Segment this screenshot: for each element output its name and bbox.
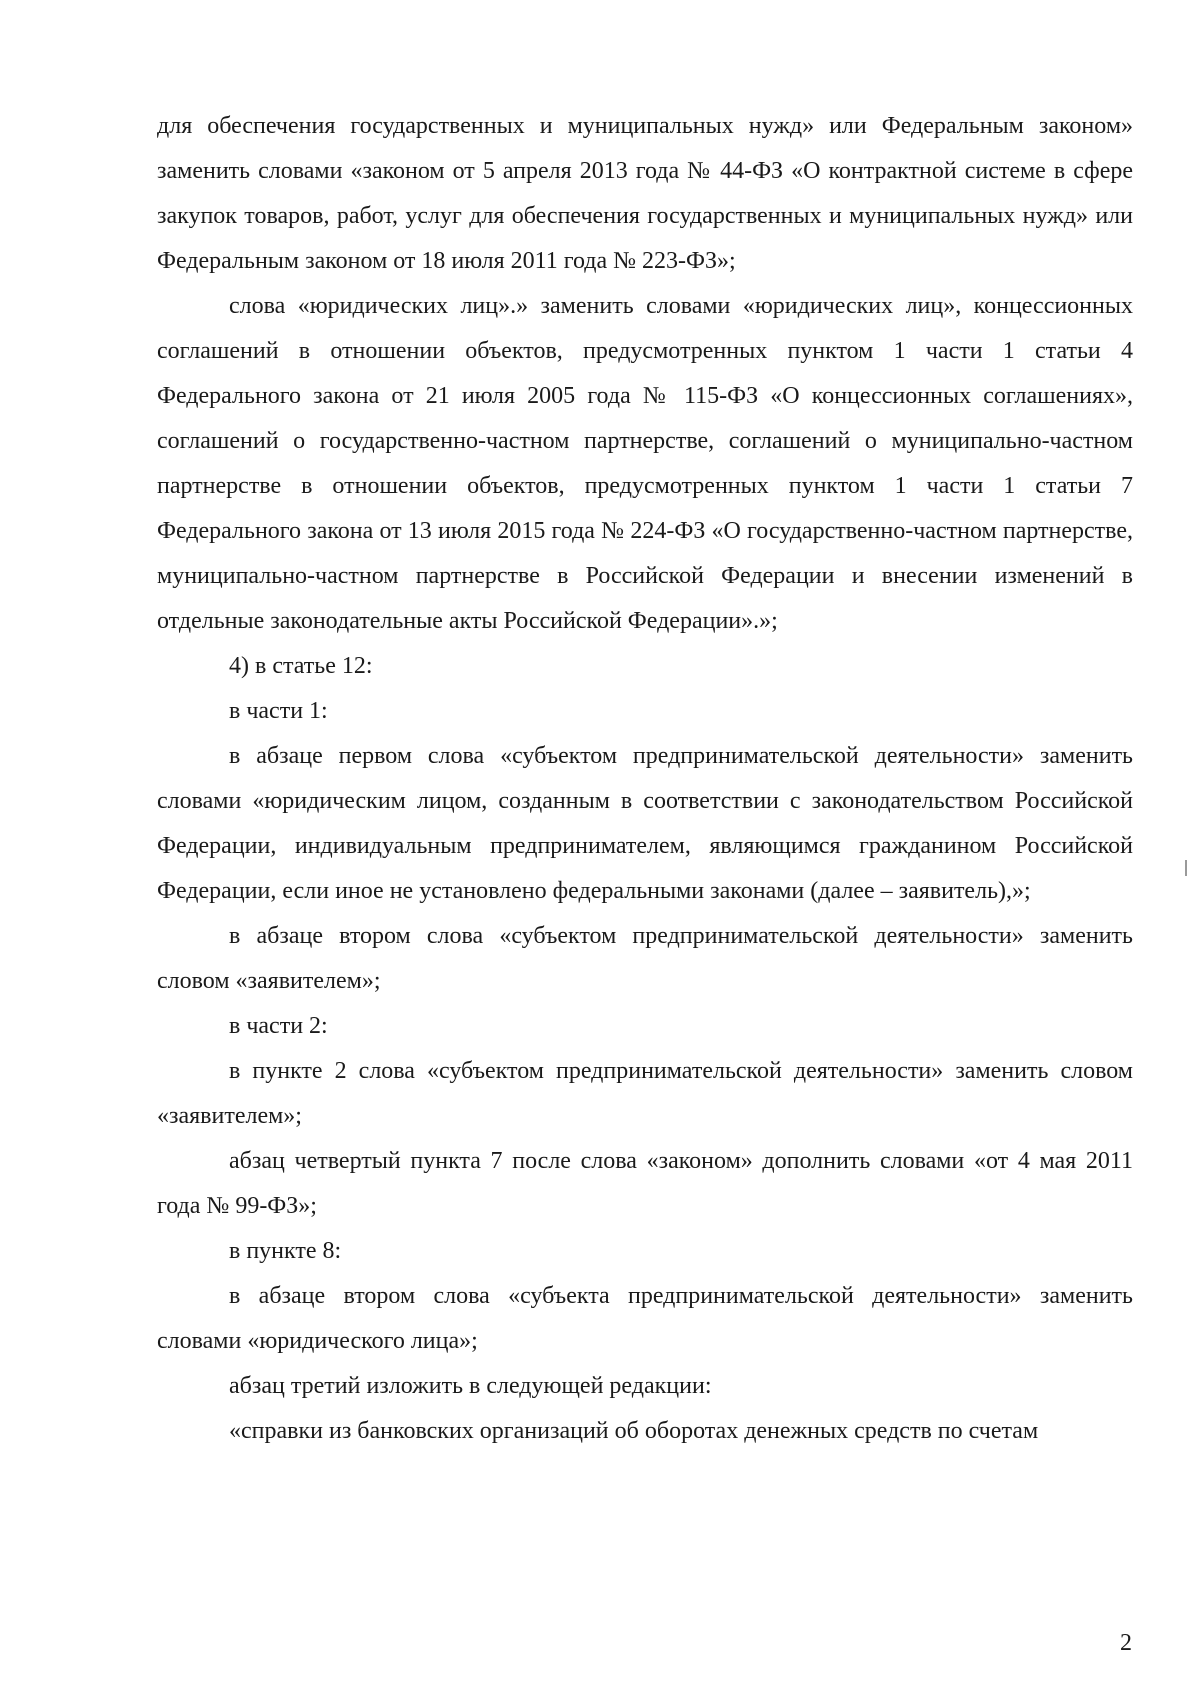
scan-artifact-mark (1185, 860, 1187, 876)
page-number: 2 (1120, 1630, 1132, 1656)
paragraph: в части 1: (229, 698, 328, 724)
paragraph: в абзаце втором слова «субъекта предпринимательской деятельности» заменить словами «юридического лица»; (157, 1283, 1133, 1354)
paragraph: для обеспечения государственных и муниципальных нужд» или Федеральным законом» заменить словами «законом от 5 апреля 2013 года № 44-ФЗ «О контрактной системе в сфере закупок товаров, работ, услуг для обеспечения государственных и муниципальных нужд» или Федеральным законом от 18 июля 2011 года № 223-ФЗ»; (157, 113, 1133, 274)
paragraph: в части 2: (229, 1013, 328, 1039)
document-body (157, 104, 1133, 1454)
paragraph: в пункте 8: (229, 1238, 342, 1264)
paragraph: абзац третий изложить в следующей редакции: (229, 1373, 712, 1399)
paragraph: «справки из банковских организаций об оборотах денежных средств по счетам (229, 1418, 1039, 1444)
paragraph: абзац четвертый пункта 7 после слова «законом» дополнить словами «от 4 мая 2011 года № 99-ФЗ»; (157, 1148, 1133, 1219)
paragraph: 4) в статье 12: (229, 653, 373, 679)
paragraph: в абзаце втором слова «субъектом предпринимательской деятельности» заменить словом «заявителем»; (157, 923, 1133, 994)
paragraph: в абзаце первом слова «субъектом предпринимательской деятельности» заменить словами «юридическим лицом, созданным в соответствии с законодательством Российской Федерации, индивидуальным предпринимателем, являющимся гражданином Российской Федерации, если иное не установлено федеральными законами (далее – заявитель),»; (157, 743, 1133, 904)
paragraph: в пункте 2 слова «субъектом предпринимательской деятельности» заменить словом «заявителем»; (157, 1058, 1133, 1129)
paragraph: слова «юридических лиц».» заменить словами «юридических лиц», концессионных соглашений в отношении объектов, предусмотренных пунктом 1 части 1 статьи 4 Федерального закона от 21 июля 2005 года № 115-ФЗ «О концессионных соглашениях», соглашений о государственно-частном партнерстве, соглашений о муниципально-частном партнерстве в отношении объектов, предусмотренных пунктом 1 части 1 статьи 7 Федерального закона от 13 июля 2015 года № 224-ФЗ «О государственно-частном партнерстве, муниципально-частном партнерстве в Российской Федерации и внесении изменений в отдельные законодательные акты Российской Федерации».»; (157, 293, 1133, 634)
